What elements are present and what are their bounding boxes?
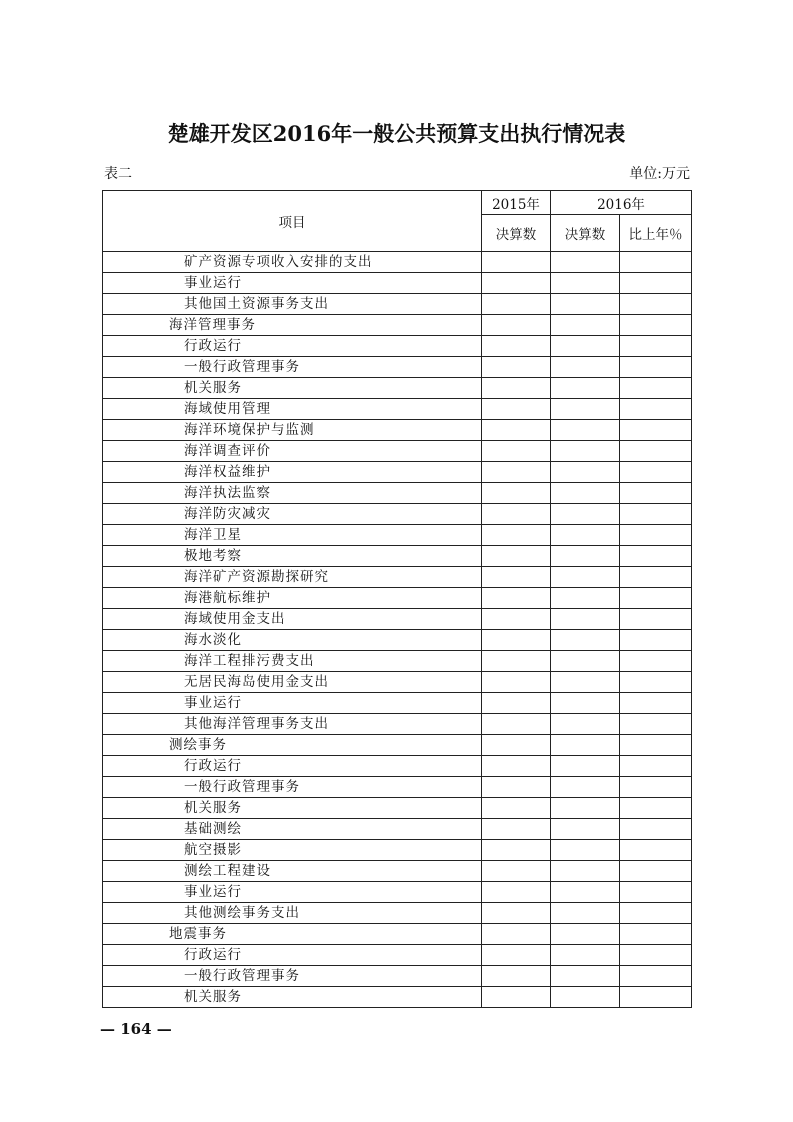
row-pct-change [620,651,692,672]
table-row [103,462,692,483]
row-final-2016 [551,672,620,693]
row-final-2016 [551,252,620,273]
row-item-name: 一般行政管理事务 [103,966,482,987]
row-final-2016 [551,441,620,462]
header-item: 项目 [103,191,482,252]
header-final-2015: 决算数 [482,215,551,252]
row-pct-change [620,987,692,1008]
table-number: 表二 [104,166,132,182]
row-final-2015 [482,336,551,357]
row-final-2015 [482,966,551,987]
table-row [103,483,692,504]
row-final-2016 [551,882,620,903]
row-final-2015 [482,315,551,336]
header-pct-change: 比上年％ [620,215,692,252]
row-item-name: 一般行政管理事务 [103,777,482,798]
row-pct-change [620,483,692,504]
row-final-2016 [551,630,620,651]
row-pct-change [620,672,692,693]
row-pct-change [620,756,692,777]
page-number: — 164 — [100,1020,172,1038]
row-pct-change [620,924,692,945]
row-final-2016 [551,735,620,756]
table-row [103,903,692,924]
row-item-name: 机关服务 [103,987,482,1008]
row-final-2016 [551,756,620,777]
row-item-name: 其他海洋管理事务支出 [103,714,482,735]
table-row [103,798,692,819]
row-pct-change [620,441,692,462]
row-final-2015 [482,630,551,651]
row-pct-change [620,966,692,987]
row-final-2016 [551,840,620,861]
table-row [103,777,692,798]
row-final-2016 [551,987,620,1008]
row-item-name: 海洋执法监察 [103,483,482,504]
row-pct-change [620,546,692,567]
row-item-name: 航空摄影 [103,840,482,861]
table-row [103,315,692,336]
row-final-2015 [482,588,551,609]
row-item-name: 无居民海岛使用金支出 [103,672,482,693]
row-final-2015 [482,357,551,378]
row-final-2015 [482,924,551,945]
row-pct-change [620,504,692,525]
row-final-2015 [482,378,551,399]
row-final-2015 [482,525,551,546]
row-final-2016 [551,945,620,966]
row-pct-change [620,294,692,315]
row-pct-change [620,273,692,294]
table-row [103,273,692,294]
header-final-2016: 决算数 [551,215,620,252]
expenditure-table [102,190,692,1008]
row-item-name: 行政运行 [103,945,482,966]
row-final-2015 [482,756,551,777]
row-final-2015 [482,735,551,756]
table-row [103,693,692,714]
table-row [103,924,692,945]
table-row [103,882,692,903]
row-final-2015 [482,945,551,966]
row-final-2016 [551,903,620,924]
row-item-name: 地震事务 [103,924,482,945]
row-pct-change [620,714,692,735]
row-final-2016 [551,483,620,504]
header-year-2015: 2015年 [482,191,551,215]
row-final-2015 [482,672,551,693]
row-final-2016 [551,777,620,798]
row-final-2015 [482,693,551,714]
table-row [103,378,692,399]
row-pct-change [620,315,692,336]
table-row [103,252,692,273]
row-item-name: 极地考察 [103,546,482,567]
table-row [103,840,692,861]
row-pct-change [620,609,692,630]
row-final-2016 [551,693,620,714]
row-final-2016 [551,504,620,525]
row-item-name: 海洋防灾减灾 [103,504,482,525]
row-pct-change [620,630,692,651]
unit-label: 单位:万元 [629,166,690,182]
row-item-name: 事业运行 [103,882,482,903]
row-final-2015 [482,819,551,840]
row-item-name: 海洋卫星 [103,525,482,546]
table-header [103,191,692,252]
table-row [103,357,692,378]
row-final-2016 [551,357,620,378]
table-row [103,420,692,441]
row-final-2015 [482,399,551,420]
row-pct-change [620,861,692,882]
table-row [103,756,692,777]
row-final-2015 [482,903,551,924]
table-row [103,861,692,882]
row-item-name: 海港航标维护 [103,588,482,609]
row-final-2015 [482,504,551,525]
row-final-2016 [551,819,620,840]
row-final-2015 [482,987,551,1008]
table-row [103,714,692,735]
row-item-name: 其他国土资源事务支出 [103,294,482,315]
row-item-name: 海洋环境保护与监测 [103,420,482,441]
row-item-name: 机关服务 [103,798,482,819]
row-final-2016 [551,378,620,399]
row-item-name: 海洋工程排污费支出 [103,651,482,672]
table-row [103,672,692,693]
table-row [103,735,692,756]
row-final-2015 [482,651,551,672]
row-final-2015 [482,777,551,798]
table-row [103,819,692,840]
row-item-name: 事业运行 [103,273,482,294]
row-final-2016 [551,546,620,567]
table-row [103,504,692,525]
row-item-name: 行政运行 [103,336,482,357]
row-final-2016 [551,273,620,294]
row-item-name: 一般行政管理事务 [103,357,482,378]
table-row [103,609,692,630]
table-row [103,399,692,420]
row-final-2016 [551,294,620,315]
row-item-name: 行政运行 [103,756,482,777]
row-final-2016 [551,609,620,630]
row-item-name: 海域使用管理 [103,399,482,420]
row-final-2016 [551,714,620,735]
row-final-2016 [551,924,620,945]
row-item-name: 其他测绘事务支出 [103,903,482,924]
row-pct-change [620,735,692,756]
row-pct-change [620,420,692,441]
row-item-name: 海洋权益维护 [103,462,482,483]
row-pct-change [620,357,692,378]
row-final-2015 [482,861,551,882]
row-pct-change [620,882,692,903]
row-final-2015 [482,273,551,294]
row-final-2015 [482,882,551,903]
row-pct-change [620,588,692,609]
row-pct-change [620,399,692,420]
row-final-2016 [551,399,620,420]
row-final-2016 [551,861,620,882]
row-pct-change [620,777,692,798]
row-pct-change [620,903,692,924]
row-item-name: 海域使用金支出 [103,609,482,630]
row-final-2015 [482,546,551,567]
row-item-name: 事业运行 [103,693,482,714]
header-year-2016: 2016年 [551,191,692,215]
row-final-2016 [551,420,620,441]
table-row [103,546,692,567]
row-final-2015 [482,840,551,861]
row-final-2015 [482,798,551,819]
row-final-2015 [482,252,551,273]
row-final-2015 [482,483,551,504]
row-item-name: 测绘事务 [103,735,482,756]
row-final-2015 [482,294,551,315]
row-pct-change [620,378,692,399]
table-row [103,525,692,546]
row-pct-change [620,945,692,966]
row-final-2015 [482,462,551,483]
row-final-2015 [482,441,551,462]
row-item-name: 机关服务 [103,378,482,399]
table-row [103,987,692,1008]
row-item-name: 测绘工程建设 [103,861,482,882]
row-pct-change [620,462,692,483]
table-row [103,336,692,357]
row-final-2016 [551,966,620,987]
row-pct-change [620,819,692,840]
table-row [103,294,692,315]
row-final-2016 [551,336,620,357]
row-final-2016 [551,462,620,483]
table-row [103,945,692,966]
row-pct-change [620,252,692,273]
table-row [103,966,692,987]
row-pct-change [620,525,692,546]
row-pct-change [620,840,692,861]
row-pct-change [620,336,692,357]
table-row [103,651,692,672]
row-pct-change [620,693,692,714]
row-final-2015 [482,609,551,630]
row-item-name: 海洋管理事务 [103,315,482,336]
row-pct-change [620,567,692,588]
row-final-2016 [551,798,620,819]
row-final-2015 [482,567,551,588]
row-item-name: 矿产资源专项收入安排的支出 [103,252,482,273]
table-body [103,252,692,1008]
page-title: 楚雄开发区2016年一般公共预算支出执行情况表 [167,121,626,146]
row-final-2016 [551,651,620,672]
table-row [103,630,692,651]
row-final-2016 [551,588,620,609]
row-item-name: 基础测绘 [103,819,482,840]
row-item-name: 海洋调查评价 [103,441,482,462]
row-final-2016 [551,315,620,336]
row-pct-change [620,798,692,819]
table-row [103,567,692,588]
table-row [103,588,692,609]
row-item-name: 海洋矿产资源勘探研究 [103,567,482,588]
row-final-2015 [482,714,551,735]
row-item-name: 海水淡化 [103,630,482,651]
row-final-2016 [551,525,620,546]
table-row [103,441,692,462]
row-final-2016 [551,567,620,588]
row-final-2015 [482,420,551,441]
